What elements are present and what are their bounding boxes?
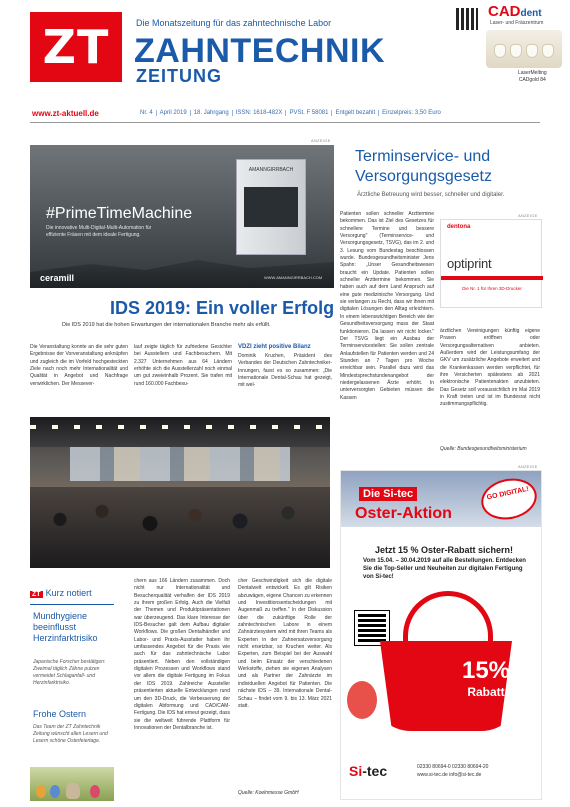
cad-ad-sub: Laser- und Fräszentrum — [490, 20, 544, 26]
discount-percent: 15% — [461, 657, 511, 684]
hall-booths — [70, 447, 290, 481]
meta-issue: Nr. 4 — [137, 110, 157, 116]
ad-label: ANZEIGE — [311, 138, 331, 143]
kurz-item-2-title[interactable]: Frohe Ostern — [33, 709, 87, 719]
ids-crowd-photo — [30, 417, 330, 568]
masthead-url[interactable]: www.zt-aktuell.de — [32, 109, 99, 118]
prime-ad-url: WWW.AMANNGIRRBACH.COM — [264, 275, 323, 280]
prime-ad-copy: Die innovative Multi-Digital-Multi-Automation für effiziente Fräsen mit dem ideale Fertigung. — [46, 225, 152, 238]
cad-ad-brand[interactable] — [488, 3, 542, 20]
sitec-logo — [349, 763, 387, 779]
kurz-notiert-header — [30, 588, 92, 600]
kurz-item-2-text: Das Team der ZT Zahntechnik Zeitung wünscht allen Lesern und Lesern schöne Osterfeiertage. — [33, 724, 108, 744]
prime-ad-brand: ceramill — [40, 273, 75, 283]
dentona-logo: dentona — [447, 224, 471, 230]
sitec-ad-oster: Oster-Aktion — [355, 505, 452, 522]
hall-lights — [30, 425, 330, 429]
logo-print: print — [467, 256, 492, 271]
ad-label: ANZEIGE — [518, 464, 538, 469]
qr-code-icon[interactable] — [456, 8, 478, 30]
ids-col-1: Die Veranstaltung konnte an die sehr guten Ergebnisse der Vorveranstaltung anknüpfen und zugleich die im Vorfeld hochgesteckten Ziele nach noch mehr Internationalität und Qualität in Angebot und Nachfrage verwirklichen. Der Messever- — [30, 344, 128, 387]
sitec-qr-code-icon[interactable] — [355, 611, 389, 645]
ids-source: Quelle: Koelnmesse GmbH — [238, 790, 299, 796]
cad-crowns-image — [486, 30, 562, 68]
kurz-item-1-text: Japanische Forscher bestätigen: Zweimal täglich Zähne putzen vermeidet Schlaganfall- und Herzinfarktrisiko. — [33, 659, 106, 686]
meta-postage: Entgelt bezahlt — [332, 110, 379, 116]
termin-col-1: Patienten sollen schneller Arzttermine bekommen. Das ist Ziel des Gesetzes für schnellere Termine und bessere Versorgung" (Terminservice- und Versorgungsgesetz, TSVG), das im 2. und 3. Lesung vom Bundestag beschlossen wurde. Bundesgesundheitsminister Jens Spahn: „Unser Gesundheitswesen braucht ein Update. Patienten sollen schneller Arzttermine bekommen. Sie haben auch auf dem Land Anspruch auf eine gute medizinische Versorgung. Und sie verlangen zu Recht, dass wir ihnen mit digitalen Lösungen den Alltag erleichtern. In einem lebenswichtigen Bereich wie der Gesundheitsversorgung muss der Staat funktionieren. Da lassen wir nicht locker." Der TSVG liegt ein Ausbau der Terminservicestellen: Sie sollen zentrale Anlaufstellen für Patienten werden und 24 Stunden an 7 Tagen pro Woche erreichbar sein. Parallel dazu wird das Mindestsprechstundenangebot der niedergelassenen Ärzte erhöht. In unterversorgten Gebieten müssen die Kassen — [340, 211, 434, 401]
meta-date: April 2019 — [157, 110, 191, 116]
sitec-ad-offer: Jetzt 15 % Oster-Rabatt sichern! — [374, 545, 514, 555]
optiprint-logo — [447, 256, 491, 271]
red-egg-icon — [347, 681, 377, 719]
logo-si: Si — [349, 763, 363, 779]
crown-icon — [494, 44, 506, 58]
visitor-crowd — [30, 487, 330, 568]
optiprint-ad[interactable] — [440, 219, 542, 308]
kurz-item-1-title[interactable]: Mundhygiene beeinflusst Herzinfarktrisiko — [33, 611, 98, 643]
sitec-ad[interactable] — [340, 470, 542, 800]
meta-volume: 18. Jahrgang — [191, 110, 233, 116]
bunny-icon — [66, 783, 80, 799]
prime-ad-headline: #PrimeTimeMachine — [46, 205, 193, 222]
termin-headline[interactable]: Terminservice- und Versorgungsgesetz — [355, 148, 492, 185]
vdzi-subhead: VDZI zieht positive Bilanz — [238, 344, 311, 350]
kurz-rule — [30, 604, 114, 605]
ad-red-bar — [441, 276, 543, 280]
egg-icon — [90, 785, 100, 798]
termin-source: Quelle: Bundesgesundheitsministerium — [440, 446, 527, 452]
hall-ceiling — [30, 417, 330, 447]
cad-ad-caption: LaserMelting CADgold 84 — [518, 70, 547, 83]
crown-icon — [526, 44, 538, 58]
sitec-ad-details: Vom 15.04. – 30.04.2019 auf alle Bestellungen. Entdecken Sie die Top-Seller und Neuheiten zur digitalen Fertigung von Si-tec! — [363, 558, 526, 580]
egg-icon — [50, 785, 60, 798]
ids-subtitle: Die IDS 2019 hat die hohen Erwartungen der internationalen Branche mehr als erfüllt. — [62, 322, 271, 328]
logo-opti: opti — [447, 256, 468, 271]
masthead-subtitle: ZEITUNG — [136, 66, 222, 86]
masthead-title: ZAHNTECHNIK — [134, 32, 386, 70]
ad-label: ANZEIGE — [518, 213, 538, 218]
sitec-contact: 02330 80694-0 02330 80694-20 www.si-tec.de info@si-tec.de — [417, 764, 489, 778]
termin-subtitle: Ärztliche Betreuung wird besser, schneller und digitaler. — [357, 192, 505, 198]
masthead-rule — [30, 122, 540, 123]
meta-pvst: PVSt. F 58081 — [286, 110, 332, 116]
crown-icon — [542, 44, 554, 58]
masthead-meta — [137, 110, 444, 116]
crown-icon — [510, 44, 522, 58]
termin-col-2: ärztlichen Vereinigungen künftig eigene Praxen eröffnen oder Versorgungsalternativen anbieten. Außerdem wird der Leistungsumfang der GKV um zusätzliche Angebote erweitert und die Krankenkassen werden verpflichtet, für ihre Versicherten spätestens ab 2021 elektronische Patientenakten anzubieten. Das Gesetz soll voraussichtlich im Mai 2019 in Kraft treten und ist im Bundesrat nicht zustimmungspflichtig. — [440, 328, 540, 408]
cad-brand-suffix: dent — [520, 8, 542, 19]
sitec-ad-die: Die Si-tec — [359, 487, 417, 501]
ids-headline[interactable]: IDS 2019: Ein voller Erfolg — [110, 298, 335, 318]
ids-col-2: lauf zeigte täglich für zufriedene Gesichter bei Ausstellern und Fachbesuchern. Mit 2.327 Unternehmen aus 64 Ländern erhöhte sich die Ausstellerzahl noch einmal um gut zweieinhalb Prozent. Sie trafen mit rund 160.000 Fachbesu- — [134, 344, 232, 387]
meta-price: Einzelpreis: 3,50 Euro — [382, 110, 441, 116]
masthead-tagline: Die Monatszeitung für das zahntechnische Labor — [136, 18, 332, 28]
egg-icon — [36, 785, 46, 798]
ids-col-3: Dominik Kruchen, Präsident des Verbandes der Deutschen Zahntechniker-Innungen, fasst es so zusammen: „Die Internationale Dental-Schau hat gezeigt, mit wel- — [238, 353, 332, 389]
go-digital-badge: GO DIGITAL! — [477, 474, 540, 525]
zt-badge: ZT — [32, 591, 41, 598]
zt-logo: ZT — [30, 12, 122, 82]
ids-col-4: chern aus 166 Ländern zusammen. Doch nicht nur Internationalität und Besucherqualität verhalfen der IDS 2019 zu ihrem großen Erfolg. Auch die Vielfalt der Themen und Produktpräsentationen war überzeugend. Das klare Interesse der IDS-Besucher galt dem Aufbau digitaler Workflows. Die großen Dentalhändler und Labor- und Praxis-Ausstatter haben ihr umfassendes Angebot für die Praxis wie auch für das zahntechnische Labor präsentiert. Neben den vollständigen digitalen Prozessen und Workflows stand vor allem die digitale Fertigung im Fokus der IDS 2019. Zahlreiche Aussteller präsentierten aktuelle Entwicklungen rund um den 3D-Druck, die Verbesserung der digitalen Abformung und CAD/CAM-Fertigung. Die IDS hat erneut gezeigt, dass sie die weltweit führende Plattform für Innovationen der Dentalbranche ist. — [134, 578, 230, 731]
logo-tec: -tec — [362, 763, 388, 779]
ids-col-5: cher Geschwindigkeit sich die digitale Dentalwelt entwickelt. Es gilt Risiken abzuwägen, eigene Chancen zu erkennen und Investitionsentscheidungen mit Augenmaß zu treffen." In der Diskussion über die zukünftige Rolle der zahntechnischen Labore in einem Zahnärztesystem wird mit ihren Teams als Experten in der Zahnersatzversorgung nicht ersetzbar, so Kruchen weiter. Als Experten, zum Beispiel bei der Auswahl und beim Einsatz der verschiedenen Werkstoffe, ziehen sie eigenen Analysen und als Partner der Zahnärzte im individuellen Angebot für Patienten. Die nächste IDS – 39. Internationale Dental-Schau – findet vom 9. bis 13. März 2021 statt. — [238, 578, 332, 709]
primetime-ad[interactable] — [30, 145, 334, 288]
easter-image — [30, 767, 114, 801]
optiprint-claim: Die Nr. 1 für Ihren 3D-Drucker — [462, 286, 522, 291]
machine-window — [244, 187, 298, 227]
kurz-title: Kurz notiert — [45, 588, 92, 598]
machine-brand: AMANNGIRRBACH — [248, 167, 294, 173]
discount-label: Rabatt — [467, 685, 505, 699]
meta-issn: ISSN: 1618-482X — [233, 110, 287, 116]
cad-brand-main: CAD — [488, 3, 521, 20]
